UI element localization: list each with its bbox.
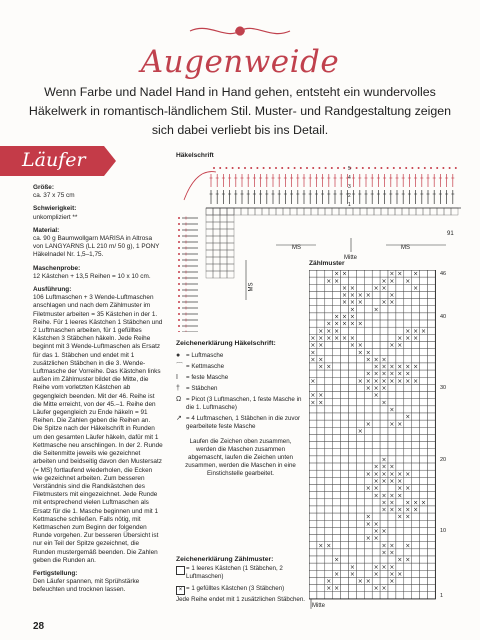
svg-text:×: × — [397, 513, 403, 521]
svg-text:×: × — [342, 313, 348, 321]
crochet-legend-text: = feste Masche — [186, 374, 229, 381]
svg-text:×: × — [381, 542, 387, 550]
svg-text:×: × — [381, 528, 387, 535]
svg-text:×: × — [389, 477, 395, 485]
svg-text:×: × — [381, 277, 387, 285]
svg-text:×: × — [381, 463, 387, 471]
svg-text:×: × — [357, 377, 363, 385]
svg-text:×: × — [326, 277, 332, 285]
svg-text:×: × — [334, 585, 340, 593]
svg-text:×: × — [405, 377, 411, 385]
svg-text:×: × — [365, 420, 371, 428]
svg-text:×: × — [397, 270, 403, 278]
crochet-legend-item — [176, 396, 304, 412]
svg-text:×: × — [349, 284, 355, 292]
svg-text:×: × — [381, 470, 387, 478]
count-row-number: 46 — [440, 271, 447, 277]
svg-text:×: × — [326, 327, 332, 335]
svg-text:×: × — [373, 385, 379, 392]
svg-text:×: × — [389, 499, 395, 507]
svg-text:×: × — [349, 320, 355, 328]
material-value: ca. 90 g Baumwollgarn MARISA in Altrosa von LANGYARNS (LL 210 m/ 50 g), 1 PONY Häkelnadel Nr. 1,5–1,75. — [33, 235, 160, 259]
count-chart-mitte-label: Mitte — [312, 603, 326, 609]
svg-text:×: × — [397, 342, 403, 350]
crochet-legend-item — [176, 352, 304, 360]
svg-text:×: × — [381, 563, 387, 571]
svg-text:×: × — [389, 342, 395, 350]
crochet-legend-text: = Picot (3 Luftmaschen, 1 feste Masche in die 1. Luftmasche) — [186, 396, 302, 411]
svg-text:×: × — [318, 356, 324, 364]
svg-text:×: × — [349, 306, 355, 314]
svg-text:×: × — [342, 334, 348, 342]
count-legend-filled: = 1 gefülltes Kästchen (3 Stäbchen) — [186, 585, 285, 592]
svg-text:×: × — [310, 356, 316, 364]
difficulty-value: unkompliziert ** — [33, 213, 78, 221]
svg-text:×: × — [389, 506, 395, 514]
intro-text: Wenn Farbe und Nadel Hand in Hand gehen, entsteht ein wundervolles Häkelwerk in romantisch-ländlichem Stil. Muster- und Randgestaltung zeigen sich dabei verliebt bis ins Detail. — [28, 85, 452, 137]
finish-value: Den Läufer spannen, mit Sprühstärke befeuchten und trocknen lassen. — [33, 578, 140, 594]
svg-text:×: × — [318, 392, 324, 400]
svg-text:×: × — [413, 363, 419, 371]
svg-text:×: × — [413, 327, 419, 335]
count-legend-note: Jede Reihe endet mit 1 zusätzlichen Stäbchen. — [176, 596, 305, 603]
difficulty-label: Schwierigkeit: — [33, 205, 77, 213]
crochet-symbol-icon: ● — [176, 352, 181, 359]
svg-text:×: × — [397, 506, 403, 514]
svg-text:×: × — [397, 570, 403, 578]
svg-text:×: × — [381, 385, 387, 392]
svg-text:×: × — [334, 556, 340, 564]
execution-value: 106 Luftmaschen + 3 Wende-Luftmaschen anschlagen und nach dem Zählmuster im Filetmuster arbeiten = 35 Kästchen in der 1. Reihe. Für 1 leeres Kästchen 1 Stäbchen und 2 Luftmaschen arbeiten, für 1 gefülltes Kästchen 3 Stäbchen häkeln. Jede Reihe beginnt mit 3 Wende-Luftmaschen als Ersatz für das 1. Stäbchen und endet mit 1 zusätzlichen Stäbchen in die 3. Wende-Luftmasche der Vorreihe. Das Kästchen links außen im Zählmuster bildet die Mitte, die Reihe vom vorletzten Kästchen ab gegengleich beenden. Mit der 46. Reihe ist die Mitte erreicht, von der 45.–1. Reihe den Läufer gegengleich zu Ende häkeln = 91 Reihen. Die Zahlen geben die Reihen an. — [33, 294, 163, 425]
svg-text:×: × — [373, 284, 379, 292]
svg-text:×: × — [326, 585, 332, 593]
svg-text:×: × — [397, 334, 403, 342]
svg-text:×: × — [365, 356, 371, 364]
crochet-chart-mitte-label: Mitte — [344, 255, 358, 261]
svg-text:×: × — [349, 292, 355, 300]
crochet-chart-title: Häkelschrift — [176, 152, 214, 159]
svg-text:×: × — [357, 427, 363, 435]
svg-text:×: × — [389, 470, 395, 478]
page-number: 28 — [33, 621, 45, 632]
count-chart-title: Zählmuster — [309, 260, 345, 267]
crochet-round-number: 3 — [348, 184, 351, 190]
page-title: Augenweide — [140, 44, 340, 80]
crochet-legend — [176, 352, 304, 434]
crochet-round-number: 4 — [348, 175, 351, 181]
crochet-symbol-icon: ↗ — [176, 415, 182, 422]
svg-text:×: × — [349, 299, 355, 307]
svg-text:×: × — [342, 299, 348, 307]
svg-text:×: × — [373, 370, 379, 378]
svg-text:×: × — [334, 570, 340, 578]
crochet-legend-text: = Luftmasche — [186, 352, 224, 359]
svg-text:×: × — [389, 363, 395, 371]
crochet-symbol-icon: ⌒ — [176, 363, 183, 370]
finish-label: Fertigstellung: — [33, 569, 78, 577]
svg-text:×: × — [334, 327, 340, 335]
count-row-number: 20 — [440, 456, 447, 463]
svg-text:×: × — [405, 499, 411, 507]
svg-text:×: × — [357, 578, 363, 586]
svg-text:×: × — [405, 277, 411, 285]
svg-text:×: × — [389, 277, 395, 285]
count-row-number: 40 — [440, 313, 447, 320]
crochet-symbol-icon: I — [176, 374, 178, 381]
crochet-round-number: 5 — [348, 166, 351, 172]
svg-text:×: × — [421, 327, 427, 335]
svg-text:×: × — [365, 470, 371, 478]
svg-text:×: × — [357, 292, 363, 300]
svg-text:×: × — [342, 292, 348, 300]
svg-text:×: × — [310, 334, 316, 342]
svg-text:×: × — [397, 477, 403, 485]
svg-text:×: × — [389, 292, 395, 300]
crochet-chart-row-91: 91 — [447, 231, 454, 237]
svg-text:×: × — [389, 463, 395, 471]
svg-text:×: × — [389, 270, 395, 278]
svg-text:×: × — [405, 370, 411, 378]
svg-text:×: × — [365, 385, 371, 392]
section-banner-tip — [104, 146, 116, 176]
svg-text:×: × — [397, 470, 403, 478]
svg-text:×: × — [318, 334, 324, 342]
svg-text:×: × — [373, 485, 379, 493]
svg-text:×: × — [397, 370, 403, 378]
svg-text:×: × — [413, 334, 419, 342]
svg-text:×: × — [310, 377, 316, 385]
svg-text:×: × — [373, 570, 379, 578]
svg-text:×: × — [381, 549, 387, 557]
svg-text:×: × — [342, 270, 348, 278]
crochet-legend-text: = Kettmasche — [186, 363, 225, 370]
svg-text:×: × — [318, 542, 324, 550]
svg-text:×: × — [381, 456, 387, 464]
svg-text:×: × — [373, 528, 379, 535]
svg-text:×: × — [405, 542, 411, 550]
svg-text:×: × — [405, 363, 411, 371]
crochet-legend-item — [176, 363, 304, 371]
crochet-legend-text: = 4 Luftmaschen, 1 Stäbchen in die zuvor gearbeitete feste Masche — [186, 415, 301, 430]
svg-text:×: × — [397, 485, 403, 493]
svg-text:×: × — [413, 506, 419, 514]
filled-box-icon: × — [176, 586, 185, 595]
svg-text:×: × — [342, 284, 348, 292]
svg-text:×: × — [373, 463, 379, 471]
svg-text:×: × — [373, 363, 379, 371]
crochet-chart-ms-label-3: MS — [248, 282, 255, 292]
gauge-label: Maschenprobe: — [33, 264, 81, 272]
svg-text:×: × — [381, 299, 387, 307]
svg-text:×: × — [373, 356, 379, 364]
svg-text:×: × — [381, 399, 387, 407]
svg-text:×: × — [397, 556, 403, 564]
svg-text:×: × — [365, 485, 371, 493]
svg-text:×: × — [397, 363, 403, 371]
crochet-legend-item — [176, 374, 304, 382]
crochet-legend-text: = Stäbchen — [186, 385, 218, 392]
svg-text:×: × — [381, 506, 387, 514]
svg-text:×: × — [381, 499, 387, 507]
svg-text:×: × — [389, 299, 395, 307]
svg-text:×: × — [365, 292, 371, 300]
empty-box-icon — [176, 566, 185, 575]
count-legend-empty: = 1 leeres Kästchen (1 Stäbchen, 2 Luftmaschen) — [186, 565, 283, 580]
svg-text:×: × — [349, 570, 355, 578]
instructions-column — [33, 184, 163, 595]
svg-text:×: × — [373, 477, 379, 485]
svg-text:×: × — [342, 320, 348, 328]
gauge-value: 12 Kästchen + 13,5 Reihen = 10 x 10 cm. — [33, 272, 151, 280]
svg-text:×: × — [349, 313, 355, 321]
svg-text:×: × — [413, 499, 419, 507]
material-label: Material: — [33, 226, 60, 234]
svg-text:×: × — [357, 349, 363, 357]
svg-text:×: × — [318, 327, 324, 335]
svg-text:×: × — [334, 320, 340, 328]
crochet-legend-note: Laufen die Zeichen oben zusammen, werden die Maschen zusammen abgemascht, laufen die Zeichen unten zusammen, werden die Maschen in eine Einstichstelle gearbeitet. — [185, 438, 296, 477]
crochet-legend-item — [176, 385, 304, 393]
svg-text:×: × — [381, 477, 387, 485]
svg-text:×: × — [389, 570, 395, 578]
svg-text:×: × — [349, 334, 355, 342]
svg-text:×: × — [318, 399, 324, 407]
svg-text:×: × — [381, 363, 387, 371]
svg-text:×: × — [373, 492, 379, 500]
edge-value: Die Spitze nach der Häkelschrift in Runden um den gesamten Läufer häkeln, dafür mit 1 Kettmasche neu anschlingen. In der 2. Runde die Seitenmitte jeweils wie gezeichnet arbeiten und beidseitig davon den Mustersatz (= MS) fortlaufend wiederholen, die Ecken wie gezeichnet arbeiten. Zum besseren Verständnis sind die Randkästchen des Filetmusters mit eingezeichnet. Jede Runde mit entsprechend vielen Luftmaschen als Ersatz für die 1. Masche beginnen und mit 1 Kettmasche schließen. Falls nötig, mit Kettmaschen zum Beginn der folgenden Runde vorgehen. Zur besseren Übersicht ist nur ein Teil der Spitze gezeichnet, die Runden mustergemäß beenden. Die Zahlen geben die Runden an. — [33, 425, 163, 564]
svg-text:×: × — [389, 542, 395, 550]
svg-text:×: × — [310, 349, 316, 357]
svg-text:×: × — [373, 563, 379, 571]
svg-text:×: × — [381, 492, 387, 500]
svg-text:×: × — [373, 306, 379, 314]
svg-text:×: × — [389, 377, 395, 385]
size-value: ca. 37 x 75 cm — [33, 192, 75, 200]
svg-text:×: × — [326, 363, 332, 371]
svg-text:×: × — [413, 377, 419, 385]
svg-text:×: × — [405, 513, 411, 521]
svg-text:×: × — [334, 334, 340, 342]
crochet-legend-title: Zeichenerklärung Häkelschrift: — [176, 340, 276, 347]
svg-text:×: × — [326, 542, 332, 550]
svg-text:×: × — [405, 334, 411, 342]
execution-label: Ausführung: — [33, 286, 72, 294]
svg-text:×: × — [397, 420, 403, 428]
crochet-round-number: 2 — [348, 193, 351, 199]
svg-text:×: × — [318, 363, 324, 371]
svg-text:×: × — [405, 470, 411, 478]
svg-text:×: × — [397, 492, 403, 500]
svg-text:×: × — [326, 334, 332, 342]
svg-text:×: × — [310, 399, 316, 407]
crochet-legend-item — [176, 415, 304, 431]
count-row-number: 1 — [440, 592, 444, 599]
count-legend-title: Zeichenerklärung Zählmuster: — [176, 556, 274, 563]
crochet-chart-ms-label-2: MS — [401, 245, 410, 251]
svg-text:×: × — [405, 413, 411, 421]
count-row-number: 30 — [440, 385, 447, 392]
crochet-chart-ms-label-1: MS — [292, 245, 301, 251]
svg-text:×: × — [381, 284, 387, 292]
svg-text:×: × — [389, 578, 395, 586]
svg-text:×: × — [334, 313, 340, 321]
svg-text:×: × — [405, 556, 411, 564]
svg-text:×: × — [318, 342, 324, 350]
svg-text:×: × — [373, 470, 379, 478]
crochet-symbol-icon: † — [176, 385, 180, 392]
svg-text:×: × — [365, 520, 371, 528]
svg-text:×: × — [405, 506, 411, 514]
svg-text:×: × — [381, 370, 387, 378]
count-chart — [309, 270, 439, 610]
svg-text:×: × — [389, 370, 395, 378]
svg-text:×: × — [334, 270, 340, 278]
svg-text:×: × — [373, 377, 379, 385]
svg-text:×: × — [365, 349, 371, 357]
svg-text:×: × — [365, 370, 371, 378]
svg-text:×: × — [357, 299, 363, 307]
svg-text:×: × — [413, 284, 419, 292]
svg-text:×: × — [349, 563, 355, 571]
count-row-number: 10 — [440, 528, 447, 535]
svg-text:×: × — [365, 513, 371, 521]
svg-text:×: × — [326, 578, 332, 586]
svg-text:×: × — [373, 535, 379, 543]
svg-text:×: × — [365, 535, 371, 543]
svg-text:×: × — [389, 563, 395, 571]
svg-text:×: × — [326, 320, 332, 328]
svg-text:×: × — [421, 499, 427, 507]
svg-text:×: × — [373, 392, 379, 400]
crochet-symbol-icon: Ω — [176, 396, 182, 403]
svg-text:×: × — [365, 377, 371, 385]
size-label: Größe: — [33, 184, 54, 191]
svg-text:×: × — [334, 277, 340, 285]
svg-text:×: × — [405, 485, 411, 493]
svg-text:×: × — [310, 342, 316, 350]
svg-text:×: × — [349, 342, 355, 350]
section-banner-label: Läufer — [22, 149, 86, 171]
svg-text:×: × — [310, 392, 316, 400]
svg-text:×: × — [381, 585, 387, 593]
svg-text:×: × — [389, 549, 395, 557]
svg-text:×: × — [357, 342, 363, 350]
svg-text:×: × — [381, 377, 387, 385]
svg-text:×: × — [373, 585, 379, 593]
svg-text:×: × — [389, 420, 395, 428]
svg-text:×: × — [381, 356, 387, 364]
svg-text:×: × — [389, 406, 395, 414]
crochet-round-number: 1 — [348, 202, 351, 208]
svg-text:×: × — [365, 578, 371, 586]
svg-text:×: × — [397, 377, 403, 385]
svg-text:×: × — [357, 320, 363, 328]
svg-text:×: × — [405, 327, 411, 335]
ornament-flourish-icon — [185, 20, 295, 42]
svg-text:×: × — [413, 270, 419, 278]
svg-text:×: × — [373, 520, 379, 528]
svg-text:×: × — [389, 492, 395, 500]
